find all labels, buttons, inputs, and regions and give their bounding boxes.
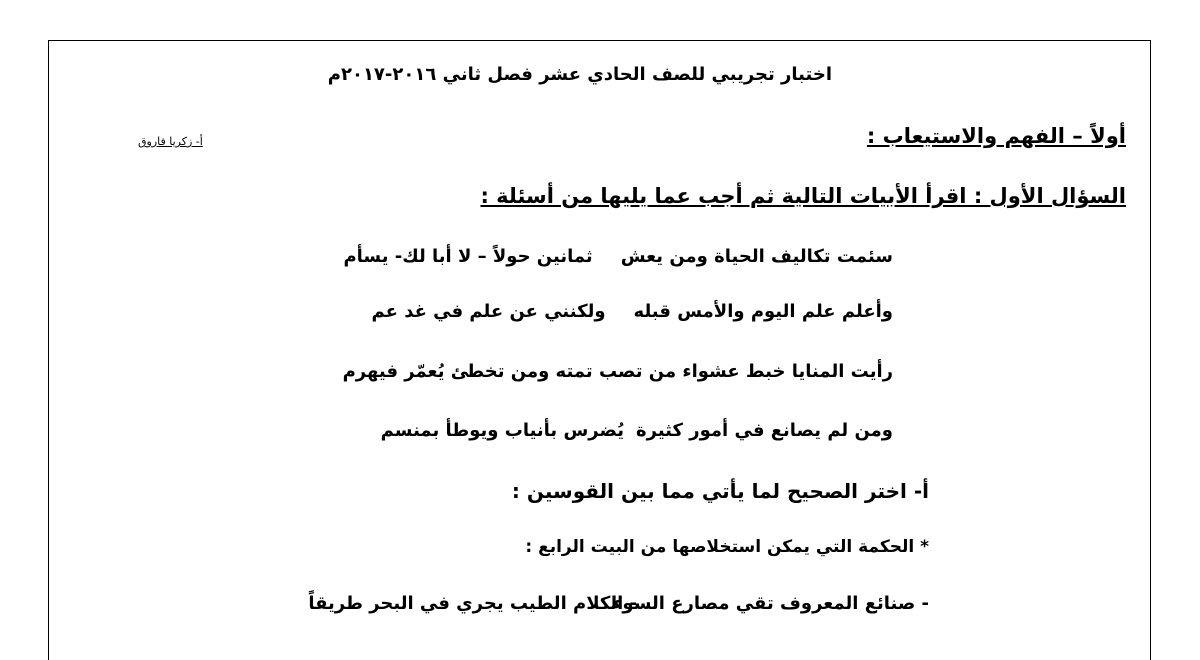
verse-first-hemistich: وأعلم علم اليوم والأمس قبله [633, 301, 893, 322]
verse-line [381, 422, 893, 440]
verse-line [372, 303, 893, 321]
exam-page [48, 40, 1151, 660]
verse-second-hemistich: تمته ومن تخطئ يُعمّر فيهرم [342, 361, 593, 382]
verse-line [343, 363, 893, 381]
verse-line [343, 248, 893, 266]
answer-option: - الكلام الطيب يجري في البحر طريقاً [308, 593, 637, 614]
question-heading: السؤال الأول : اقرأ الأبيات التالية ثم أجب عما يليها من أسئلة : [480, 184, 1126, 208]
verse-second-hemistich: ولكنني عن علم في غد عم [371, 301, 606, 322]
answer-option: - صنائع المعروف تقي مصارع السوء [613, 593, 929, 614]
part-a-instruction: أ- اختر الصحيح لما يأتي مما بين القوسين : [511, 479, 929, 503]
exam-title: اختبار تجريبي للصف الحادي عشر فصل ثاني ٢٠١٦-٢٠١٧م [327, 64, 832, 85]
verse-first-hemistich: رأيت المنايا خبط عشواء من تصب [598, 361, 893, 382]
verse-first-hemistich: ومن لم يصانع في أمور كثيرة [636, 420, 893, 441]
section-heading: أولاً – الفهم والاستيعاب : [866, 124, 1126, 148]
verse-second-hemistich: يُضرس بأنياب ويوطأ بمنسم [380, 420, 624, 441]
sub-question: * الحكمة التي يمكن استخلاصها من البيت الرابع : [525, 537, 929, 557]
verse-second-hemistich: ثمانين حولاً – لا أبا لك- يسأم [343, 246, 593, 267]
verse-first-hemistich: سئمت تكاليف الحياة ومن يعش [620, 246, 893, 267]
author-name: أ- زكريا فاروق [138, 135, 203, 148]
